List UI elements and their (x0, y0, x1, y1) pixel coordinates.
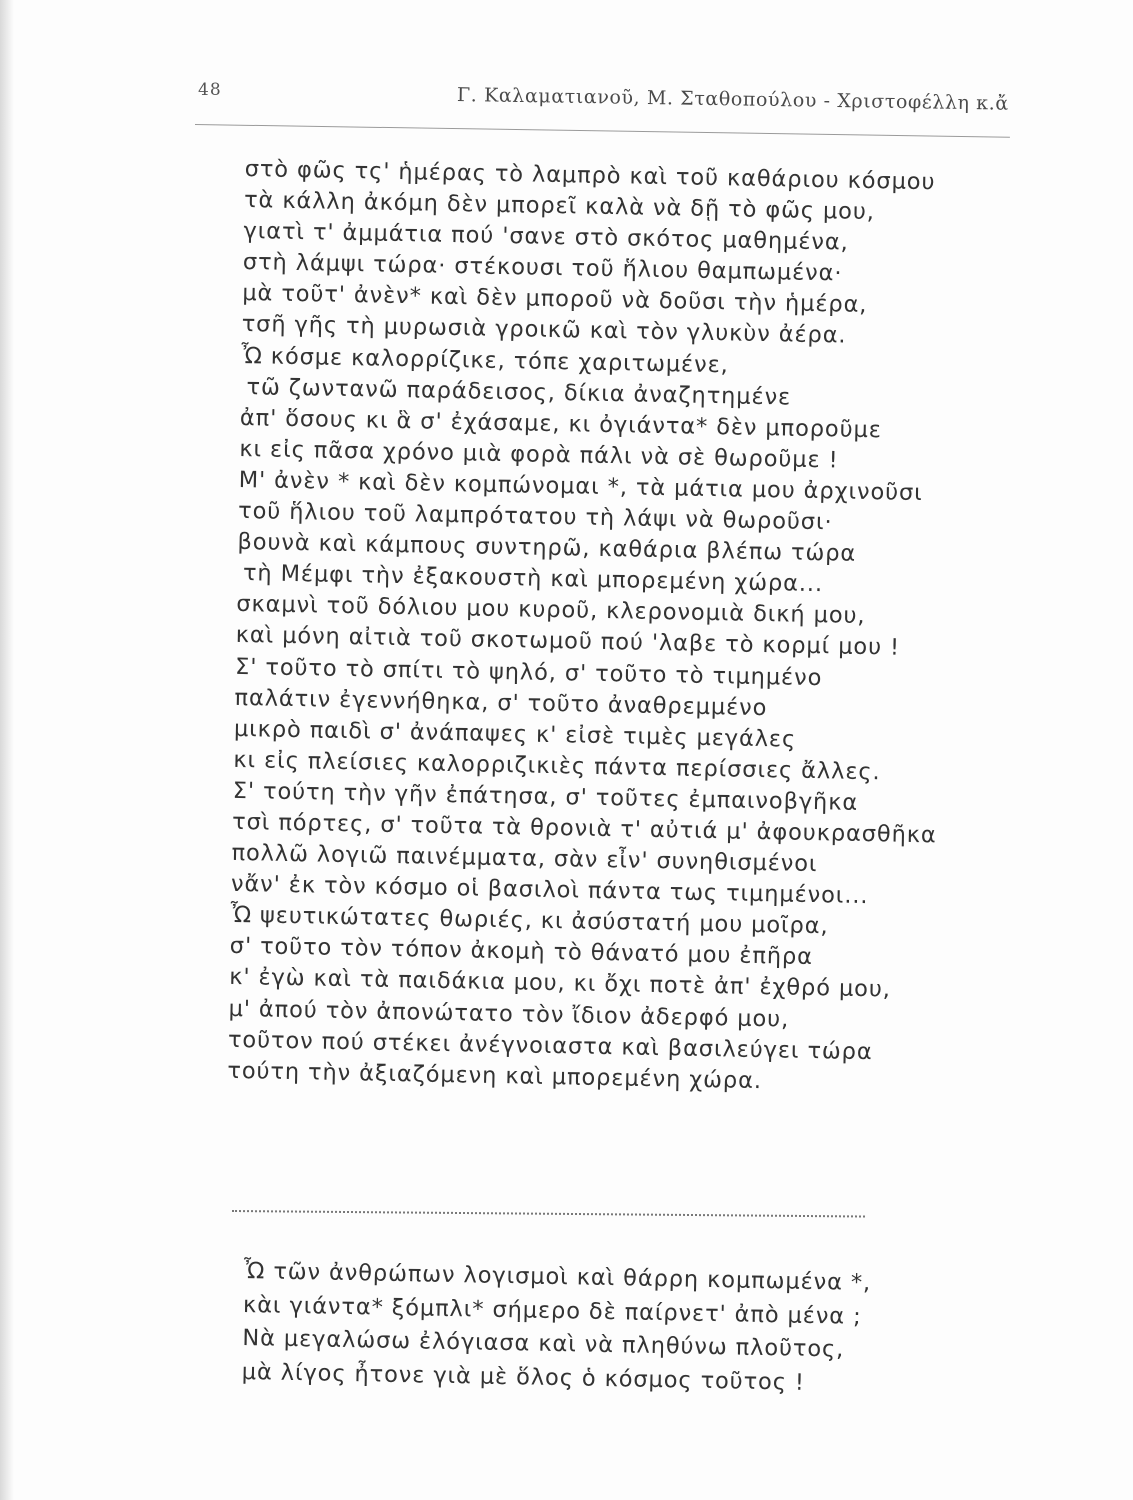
verse-line: μὰ τοῦτ' ἀνὲν* καὶ δὲν μποροῦ νὰ δοῦσι τὴν ἡμέρα, (242, 280, 868, 319)
verse-line: στὸ φῶς τς' ἡμέρας τὸ λαμπρὸ καὶ τοῦ καθάριου κόσμου (244, 155, 936, 196)
verse-line: Ὦ κόσμε καλορρίζικε, τόπε χαριτωμένε, (240, 342, 729, 378)
verse-line: Σ' τοῦτο τὸ σπίτι τὸ ψηλό, σ' τοῦτο τὸ τιμημένο (234, 653, 823, 691)
verse-line: τοῦτον πού στέκει ἀνέγνοιαστα καὶ βασιλεύγει τώρα (227, 1026, 873, 1065)
verse-line: τὴ Μέμφι τὴν ἐξακουστὴ καὶ μπορεμένη χώρα... (242, 560, 824, 598)
verse-line: Νὰ μεγαλώσω ἐλόγιασα καὶ νὰ πληθύνω πλοῦτος, (242, 1324, 845, 1363)
verse-line: μικρὸ παιδὶ σ' ἀνάπαψες κ' εἰσὲ τιμὲς μεγάλες (233, 715, 797, 753)
verse-line: κι εἰς πᾶσα χρόνο μιὰ φορὰ πάλι νὰ σὲ θωροῦμε ! (239, 435, 839, 474)
verse-line: Μ' ἀνὲν * καὶ δὲν κομπώνομαι *, τὰ μάτια μου ἀρχινοῦσι (238, 466, 923, 507)
verse-line: καὶ μόνη αἰτιὰ τοῦ σκοτωμοῦ πού 'λαβε τὸ κορμί μου ! (235, 622, 901, 662)
section-separator-dots (232, 1210, 865, 1224)
verse-line: σ' τοῦτο τὸν τόπον ἀκομὴ τὸ θάνατό μου ἐπῆρα (229, 933, 814, 971)
verse-line: τσῆ γῆς τὴ μυρωσιὰ γροικῶ καὶ τὸν γλυκὺν ἀέρα. (241, 311, 847, 350)
page-number: 48 (198, 80, 222, 100)
verse-line: κι εἰς πλείσιες καλορριζικιὲς πάντα περίσσιες ἄλλες. (233, 746, 881, 786)
verse-line: Ὦ ψευτικώτατες θωριές, κι ἀσύστατή μου μοῖρα, (230, 902, 829, 940)
verse-line: Σ' τούτη τὴν γῆν ἐπάτησα, σ' τοῦτες ἐμπαινοβγῆκα (232, 777, 859, 816)
header-rule (195, 124, 1010, 138)
verse-line: πολλῶ λογιῶ παινέμματα, σὰν εἶν' συνηθισμένοι (231, 839, 818, 878)
verse-line: στὴ λάμψι τώρα· στέκουσι τοῦ ἥλιου θαμπωμένα· (242, 249, 843, 287)
verse-final-stanza (241, 1255, 1003, 1404)
verse-line: βουνὰ καὶ κάμπους συντηρῶ, καθάρια βλέπω τώρα (237, 529, 857, 567)
verse-main-stanza (227, 154, 1005, 1101)
verse-line: νἄν' ἐκ τὸν κόσμο οἱ βασιλοὶ πάντα τως τιμημένοι... (230, 871, 869, 910)
verse-line: τῶ ζωντανῶ παράδεισος, δίκια ἀναζητημένε (246, 373, 792, 411)
verse-line: τὰ κάλλη ἀκόμη δὲν μπορεῖ καλὰ νὰ δῇ τὸ φῶς μου, (243, 187, 876, 226)
verse-line: τσὶ πόρτες, σ' τοῦτα τὰ θρονιὰ τ' αὐτιά μ' ἀφουκρασθῆκα (231, 808, 937, 849)
verse-line: σκαμνὶ τοῦ δόλιου μου κυροῦ, κλερονομιὰ δική μου, (236, 591, 866, 630)
verse-line: κ' ἐγὼ καὶ τὰ παιδάκια μου, κι ὄχι ποτὲ ἀπ' ἐχθρό μου, (228, 964, 892, 1003)
running-head: Γ. Καλαματιανοῦ, Μ. Σταθοπούλου - Χριστοφέλλη κ.ἄ (456, 84, 1009, 115)
verse-line: Ὦ τῶν ἀνθρώπων λογισμοὶ καὶ θάρρη κομπωμένα *, (243, 1257, 872, 1297)
verse-line: κὰι γιάντα* ξόμπλι* σήμερο δὲ παίρνετ' ἀπὸ μένα ; (242, 1291, 862, 1330)
verse-line: παλάτιν ἐγεννήθηκα, σ' τοῦτο ἀναθρεμμένο (234, 684, 768, 721)
page-gutter-shadow (0, 0, 14, 1500)
verse-line: τούτη τὴν ἀξιαζόμενη καὶ μπορεμένη χώρα. (227, 1057, 763, 1094)
verse-line: γιατὶ τ' ἀμμάτια πού 'σανε στὸ σκότος μαθημένα, (243, 218, 849, 256)
verse-line: μ' ἀπού τὸν ἀπονώτατο τὸν ἴδιον ἀδερφό μου, (228, 995, 790, 1033)
verse-line: ἀπ' ὅσους κι ἃ σ' ἐχάσαμε, κι ὀγιάντα* δὲν μποροῦμε (239, 404, 883, 444)
verse-line: τοῦ ἥλιου τοῦ λαμπρότατου τὴ λάψι νὰ θωροῦσι· (237, 497, 833, 536)
verse-line: μὰ λίγος ἦτονε γιὰ μὲ ὅλος ὁ κόσμος τοῦτος ! (241, 1358, 806, 1396)
